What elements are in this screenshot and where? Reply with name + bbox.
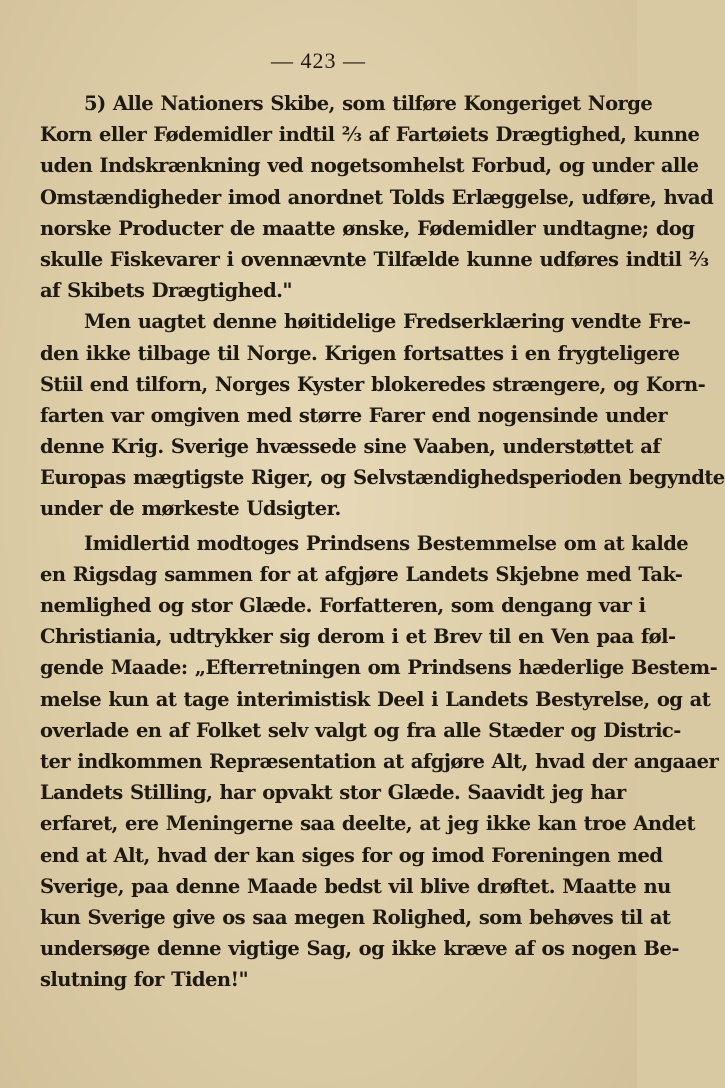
text-line: en Rigsdag sammen for at afgjøre Landets Skjebne med Tak- [40,562,683,586]
text-line: Imidlertid modtoges Prindsens Bestemmelse om at kalde [84,531,689,555]
text-line: Europas mægtigste Riger, og Selvstændighedsperioden begyndte [40,466,725,490]
text-line: skulle Fiskevarer i ovennævnte Tilfælde kunne udføres indtil ⅔ [40,247,709,271]
text-line: Men uagtet denne høitidelige Fredserklæring vendte Fre- [84,310,691,334]
text-line: nemlighed og stor Glæde. Forfatteren, som dengang var i [40,594,646,617]
text-line: Landets Stilling, har opvakt stor Glæde. Saavidt jeg har [40,781,626,805]
text-line: under de mørkeste Udsigter. [40,497,341,521]
text-line: Stiil end tilforn, Norges Kyster blokeredes strængere, og Korn- [40,372,706,396]
text-line: den ikke tilbage til Norge. Krigen fortsattes i en frygteligere [40,341,680,365]
text-line: Korn eller Fødemidler indtil ⅔ af Fartøiets Drægtighed, kunne [40,123,700,147]
page-number: — 423 — [271,48,366,73]
paragraph-2 [40,306,725,524]
text-line: ter indkommen Repræsentation at afgjøre Alt, hvad der angaaer [40,749,719,773]
text-line: norske Producter de maatte ønske, Fødemidler undtagne; dog [40,216,695,240]
paragraph-3 [40,528,719,996]
text-line: farten var omgiven med større Farer end nogensinde under [40,403,668,427]
text-line: uden Indskrænkning ved nogetsomhelst Forbud, og under alle [40,154,699,178]
text-line: slutning for Tiden!" [40,968,249,992]
text-line: Sverige, paa denne Maade bedst vil blive drøftet. Maatte nu [40,874,671,898]
text-line: Omstændigheder imod anordnet Tolds Erlæggelse, udføre, hvad [40,185,714,209]
text-line: gende Maade: „Efterretningen om Prindsens hæderlige Bestem- [40,656,718,680]
text-line: end at Alt, hvad der kan siges for og imod Foreningen med [40,843,663,867]
text-line: overlade en af Folket selv valgt og fra alle Stæder og Distric- [40,718,681,742]
text-line: 5) Alle Nationers Skibe, som tilføre Kongeriget Norge [84,92,653,115]
text-line: denne Krig. Sverige hvæssede sine Vaaben, understøttet af [40,435,661,459]
text-line: erfaret, ere Meningerne saa deelte, at jeg ikke kan troe Andet [40,812,695,836]
text-line: kun Sverige give os saa megen Rolighed, som behøves til at [40,905,671,929]
paragraph-1 [40,88,714,306]
body-text [40,88,725,995]
text-line: Christiania, udtrykker sig derom i et Brev til en Ven paa føl- [40,625,676,649]
text-line: af Skibets Drægtighed." [40,279,293,303]
text-line: melse kun at tage interimistisk Deel i Landets Bestyrelse, og at [40,687,711,711]
text-line: undersøge denne vigtige Sag, og ikke kræve af os nogen Be- [40,937,679,961]
